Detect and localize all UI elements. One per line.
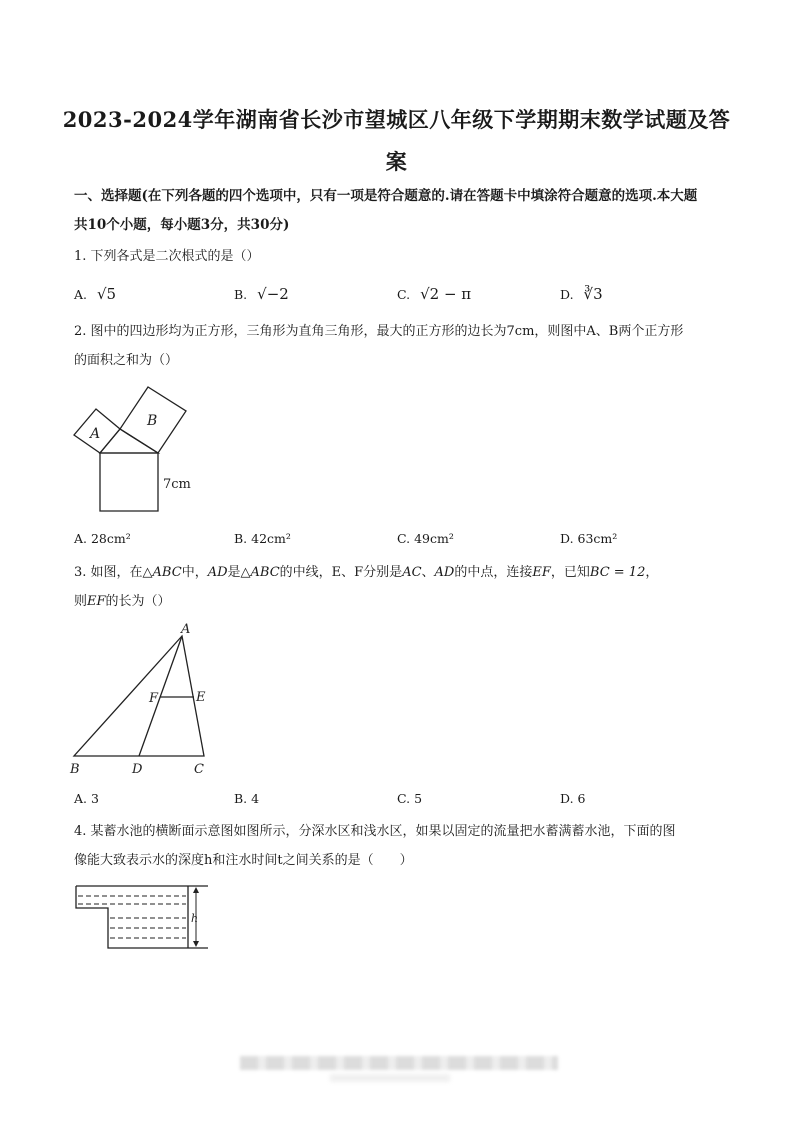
q3-text: ， [645,565,659,580]
q1-option-b [234,285,289,303]
q3-text: 的中点，连接 [454,565,533,580]
question-3-stem [74,558,734,616]
q3-segment-ad: AD [207,565,228,580]
document-title-line1: 2023-2024学年湖南省长沙市望城区八年级下学期期末数学试题及答 [62,107,731,132]
q3-option-b: B. 4 [234,791,260,806]
q3-text: 的长为（） [105,594,171,609]
q3-option-c: C. 5 [397,791,423,806]
question-2-stem [74,317,734,375]
watermark-blur-small [330,1074,450,1082]
question-4-stem [74,817,734,875]
q1-option-c [397,285,471,303]
question-1-stem: 1. 下列各式是二次根式的是（） [74,249,260,264]
q1-option-d-value: ∛3 [583,285,603,303]
question-3-stem-line1 [74,558,734,587]
q3-segment-ef: EF [87,594,106,609]
q3-label-a: A [181,622,191,637]
q3-text: ，已知 [550,565,590,580]
q3-label-b: B [70,762,80,777]
q2-option-b: B. 42cm² [234,531,291,546]
q3-segment-ac: AC [402,565,422,580]
q3-text: 中， [181,565,208,580]
section-heading [74,182,734,240]
q3-option-a: A. 3 [74,791,99,806]
q1-option-d [560,285,603,303]
q1-option-c-value: √2 − π [420,285,472,303]
q3-text: 是 [227,565,241,580]
q3-median-ad [139,636,182,756]
q3-triangle-abc: △ABC [142,565,182,580]
q1-option-a-label: A. [74,287,88,302]
q3-triangle [74,636,204,756]
q2-option-c: C. 49cm² [397,531,454,546]
question-4-stem-line1: 4. 某蓄水池的横断面示意图如图所示，分深水区和浅水区，如果以固定的流量把水蓄满蓄水池，下面的图 [74,824,676,839]
q1-option-b-label: B. [234,287,248,302]
q2-large-square [100,453,158,511]
q1-option-c-label: C. [397,287,411,302]
q3-text: 的中线，E、F分别是 [279,565,403,580]
question-4-stem-line2: 像能大致表示水的深度h和注水时间t之间关系的是（ ） [74,853,413,868]
q2-squares-figure [68,385,208,515]
q3-triangle-abc: △ABC [240,565,280,580]
q4-pool-figure [70,880,220,956]
q1-option-b-value: √−2 [257,285,289,303]
q3-triangle-figure [66,618,226,780]
watermark-blur [240,1056,558,1070]
question-3-stem-line2 [74,587,734,616]
question-2-stem-line1: 2. 图中的四边形均为正方形，三角形为直角三角形，最大的正方形的边长为7cm，则图中A、B两个正方形 [74,324,684,339]
q1-option-d-label: D. [560,287,574,302]
q3-segment-ef: EF [532,565,551,580]
q3-text: 则 [74,594,88,609]
q2-right-triangle [100,429,158,453]
q3-label-d: D [132,762,143,777]
q2-label-a: A [90,426,101,442]
q3-label-e: E [196,690,206,705]
section-heading-line1: 一、选择题(在下列各题的四个选项中，只有一项是符合题意的.请在答题卡中填涂符合题意的选项.本大题 [74,188,698,204]
question-2-stem-line2: 的面积之和为（） [74,353,179,368]
q2-option-d: D. 63cm² [560,531,618,546]
q3-text: 3. 如图，在 [74,565,143,580]
q2-label-b: B [147,413,158,429]
q3-given-bc: BC = 12 [589,565,646,580]
q3-text: 、 [421,565,435,580]
q3-segment-ad: AD [434,565,455,580]
q2-label-side: 7cm [163,477,191,492]
q4-label-h: h [191,912,199,925]
q4-arrow-down [193,941,199,947]
document-title-line2: 案 [385,149,408,174]
q2-option-a: A. 28cm² [74,531,131,546]
q1-option-a-value: √5 [97,285,117,303]
q1-option-a [74,285,116,303]
q3-label-c: C [194,762,204,777]
q3-label-f: F [149,691,159,706]
q4-arrow-up [193,887,199,893]
q3-option-d: D. 6 [560,791,586,806]
section-heading-line2: 共10个小题，每小题3分，共30分) [74,217,290,233]
